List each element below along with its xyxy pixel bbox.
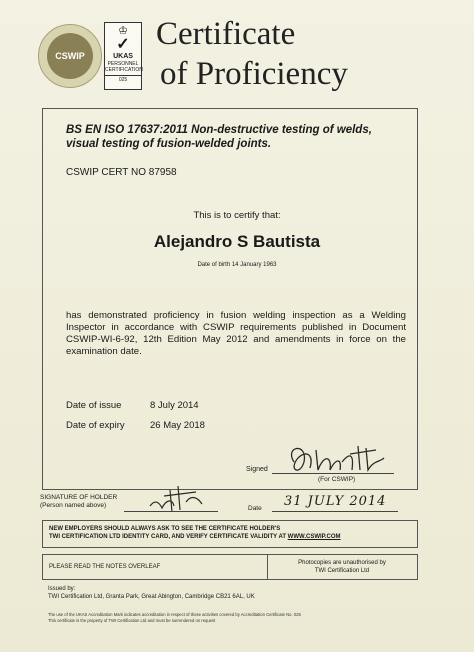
checkmark-icon: ✓: [116, 36, 130, 53]
footnote-line-2: This certificate is the property of TWI Certification Ltd and must be surrendered on request: [48, 618, 216, 623]
cswip-logo-text: CSWIP: [47, 33, 93, 79]
footnote: [48, 612, 301, 624]
certify-text: This is to certify that:: [193, 210, 281, 221]
issue-date-value: 8 July 2014: [150, 400, 199, 411]
holder-name: Alejandro S Bautista: [153, 232, 321, 251]
read-notes-text: PLEASE READ THE NOTES OVERLEAF: [49, 564, 161, 570]
cert-number: CSWIP CERT NO 87958: [66, 167, 177, 178]
photocopy-notice: [267, 559, 417, 575]
photocopy-notice-2: TWI Certification Ltd: [314, 568, 370, 574]
crown-icon: ♔: [118, 25, 128, 37]
expiry-date-label: Date of expiry: [66, 420, 125, 431]
proficiency-statement: has demonstrated proficiency in fusion welding inspection as a Welding Inspector in accordance with CSWIP requirements published in Document CSWIP-WI-6-92, 12th Edition May 2012 and amendments in force on the examination date.: [66, 310, 406, 357]
standard-title: BS EN ISO 17637:2011 Non-destructive testing of welds, visual testing of fusion-welded joints.: [66, 124, 372, 150]
page-title: [156, 14, 348, 94]
notes-box: [42, 554, 418, 580]
notice-line-1: NEW EMPLOYERS SHOULD ALWAYS ASK TO SEE THE CERTIFICATE HOLDER'S: [49, 526, 281, 532]
issuer-address: TWI Certification Ltd, Granta Park, Great Abington, Cambridge CB21 6AL, UK: [48, 594, 255, 600]
issued-by-label: Issued by:: [48, 586, 76, 592]
photocopy-notice-1: Photocopies are unauthorised by: [298, 560, 386, 566]
date-line: [272, 511, 398, 512]
handwritten-date: 31 JULY 2014: [284, 494, 387, 509]
title-line-2: of Proficiency: [160, 56, 348, 92]
ukas-subtitle: PERSONNEL CERTIFICATION: [105, 61, 143, 73]
footnote-line-1: The use of the UKAS Accreditation Mark indicates accreditation in respect of those activities covered by Accreditation Certificate No. 025: [48, 612, 301, 617]
for-cswip-label: (For CSWIP): [318, 476, 356, 483]
holder-signature-label: [40, 494, 117, 510]
holder-signature: [146, 484, 206, 514]
ukas-name: UKAS: [113, 53, 133, 60]
holder-signature-label-1: SIGNATURE OF HOLDER: [40, 494, 118, 501]
holder-signature-line: [124, 511, 218, 512]
notice-line-2: [49, 533, 411, 541]
ukas-logo: [104, 22, 142, 90]
holder-signature-label-2: (Person named above): [40, 502, 107, 509]
issue-date-label: Date of issue: [66, 400, 122, 411]
title-line-1: Certificate: [156, 16, 296, 52]
cswip-logo: [38, 24, 102, 88]
cswip-signature-line: [272, 473, 394, 474]
expiry-date-value: 26 May 2018: [150, 420, 205, 431]
cswip-url: WWW.CSWIP.COM: [287, 534, 341, 540]
signed-label: Signed: [246, 466, 268, 473]
notice-line-2-text: TWI CERTIFICATION LTD IDENTITY CARD, AND VERIFY CERTIFICATE VALIDITY AT: [49, 534, 286, 540]
ukas-number: 025: [105, 75, 141, 83]
employer-notice: [42, 520, 418, 548]
issued-by: [48, 585, 255, 601]
date-of-birth: Date of birth 14 January 1963: [197, 262, 277, 268]
certificate-frame: [42, 108, 418, 490]
date-label: Date: [248, 505, 262, 512]
